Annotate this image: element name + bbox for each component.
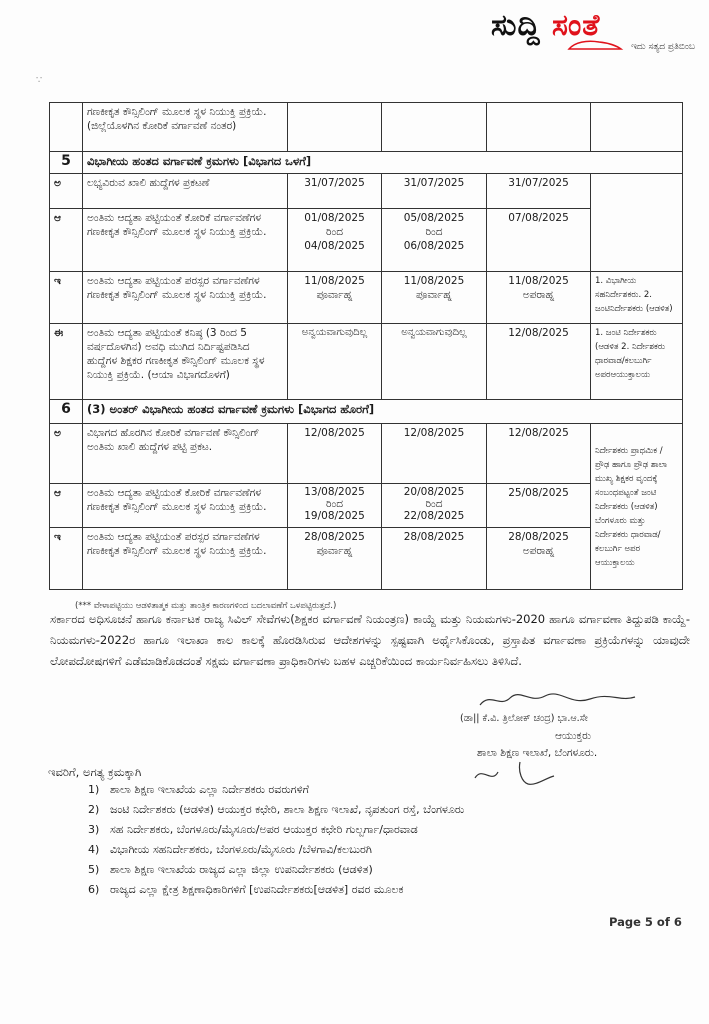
date-cell: 28/08/2025	[382, 528, 487, 590]
section-header	[50, 400, 683, 424]
table-row	[50, 174, 683, 209]
date-to: 22/08/2025	[403, 510, 465, 522]
date-sep: ರಿಂದ	[326, 226, 343, 238]
row-number	[50, 103, 83, 152]
date-cell	[288, 528, 382, 590]
list-item-text: ಶಾಲಾ ಶಿಕ್ಷಣ ಇಲಾಖೆಯ ಎಲ್ಲಾ ನಿರ್ದೇಶಕರು ರವರುಗಳಿಗೆ	[110, 783, 309, 796]
row-text	[83, 103, 288, 152]
section-title: ವಿಭಾಗೀಯ ಹಂತದ ವರ್ಗಾವಣೆ ಕ್ರಮಗಳು [ವಿಭಾಗದ ಒಳಗೆ]	[83, 152, 683, 174]
table-row	[50, 103, 683, 152]
date-value: 28/08/2025	[508, 531, 569, 543]
date-range-cell	[288, 209, 382, 272]
logo-part2: ಸಂತೆ	[552, 8, 601, 43]
date-session: ಅಪರಾಹ್ನ	[522, 545, 555, 557]
date-cell: 25/08/2025	[487, 484, 591, 528]
date-to: 19/08/2025	[304, 510, 365, 522]
date-range-cell	[382, 484, 487, 528]
agency-cell: 1. ಜಂಟಿ ನಿರ್ದೇಶಕರು (ಆಡಳಿತ 2. ನಿರ್ದೇಶಕರು ಧಾರವಾಡ/ಕಲಬುರ್ಗಿ ಅಪರಆಯುಕ್ತಾಲಯ	[591, 324, 683, 400]
row-text: ಅಂತಿಮ ಆದ್ಯತಾ ಪಟ್ಟಿಯಂತೆ ಕೋರಿಕೆ ವರ್ಗಾವಣೆಗಳ ಗಣಕೀಕೃತ ಕೌನ್ಸಿಲಿಂಗ್ ಮೂಲಕ ಸ್ಥಳ ನಿಯುಕ್ತಿ ಪ್ರಕ್ರಿಯೆ.	[83, 484, 288, 528]
agency-cell: 1. ವಿಭಾಗೀಯ ಸಹನಿರ್ದೇಶಕರು. 2. ಜಂಟಿನಿರ್ದೇಶಕರು (ಆಡಳಿತ)	[591, 272, 683, 324]
date-to: 06/08/2025	[403, 240, 465, 252]
cont-text: ಗಣಕೀಕೃತ ಕೌನ್ಸಿಲಿಂಗ್ ಮೂಲಕ ಸ್ಥಳ ನಿಯುಕ್ತಿ ಪ್ರಕ್ರಿಯೆ.	[87, 106, 267, 118]
logo-tagline: ಇದು ಸತ್ಯದ ಪ್ರತಿಬಿಂಬ	[631, 42, 695, 52]
table-row	[50, 484, 683, 528]
body-paragraph: ಸರ್ಕಾರದ ಅಧಿಸೂಚನೆ ಹಾಗೂ ಕರ್ನಾಟಕ ರಾಜ್ಯ ಸಿವಿಲ್ ಸೇವೆಗಳು(ಶಿಕ್ಷಕರ ವರ್ಗಾವಣೆ ನಿಯಂತ್ರಣ) ಕಾಯ್ದೆ ಮತ್ತು ನಿಯಮಗಳು-2020 ಹಾಗೂ ವರ್ಗಾವಣಾ ತಿದ್ದುಪಡಿ ಕಾಯ್ದೆ-ನಿಯಮಗಳು-2022ರ ಹಾಗೂ ಇಲಾಖಾ ಕಾಲ ಕಾಲಕ್ಕೆ ಹೊರಡಿಸಿರುವ ಆದೇಶಗಳನ್ನು ಸ್ಪಷ್ಟವಾಗಿ ಅರ್ಥೈಸಿಕೊಂಡು, ಪ್ರಸ್ತಾಪಿತ ವರ್ಗಾವಣಾ ಪ್ರಕ್ರಿಯೆಗಳನ್ನು ಯಾವುದೇ ಲೋಪದೋಷಗಳಿಗೆ ಎಡೆಮಾಡಿಕೊಡದಂತೆ ಸಕ್ಷಮ ವರ್ಗಾವಣಾ ಪ್ರಾಧಿಕಾರಿಗಳು ಬಹಳ ಎಚ್ಚರಿಕೆಯಿಂದ ಕಾರ್ಯನಿರ್ವಹಿಸಲು ತಿಳಿಸಿದೆ.	[50, 612, 690, 668]
date-cell	[487, 528, 591, 590]
date-cell: 07/08/2025	[487, 209, 591, 272]
car-icon	[565, 38, 625, 52]
table-row	[50, 528, 683, 590]
date-cell: 31/07/2025	[288, 174, 382, 209]
date-cell: 12/08/2025	[487, 424, 591, 484]
section-number: 5	[50, 152, 83, 174]
date-value: 11/08/2025	[304, 275, 365, 287]
date-cell: 31/07/2025	[487, 174, 591, 209]
date-cell	[487, 103, 591, 152]
list-item-text: ಸಹ ನಿರ್ದೇಶಕರು, ಬೆಂಗಳೂರು/ಮೈಸೂರು/ಅಪರ ಆಯುಕ್ತರ ಕಛೇರಿ ಗುಲ್ಬರ್ಗಾ/ಧಾರವಾಡ	[110, 823, 418, 836]
section-title: (3) ಅಂತರ್ ವಿಭಾಗೀಯ ಹಂತದ ವರ್ಗಾವಣೆ ಕ್ರಮಗಳು [ವಿಭಾಗದ ಹೊರಗೆ]	[83, 400, 683, 424]
list-item	[88, 780, 688, 800]
date-from: 13/08/2025	[304, 486, 365, 498]
list-item	[88, 880, 688, 900]
list-item-number: 5)	[88, 863, 100, 876]
signatory-title: ಆಯುಕ್ತರು	[555, 730, 592, 742]
date-cell	[288, 103, 382, 152]
row-number: ಅ	[50, 174, 83, 209]
row-text: ಅಂತಿಮ ಆದ್ಯತಾ ಪಟ್ಟಿಯಂತೆ ಪರಸ್ಪರ ವರ್ಗಾವಣೆಗಳ ಗಣಕೀಕೃತ ಕೌನ್ಸಿಲಿಂಗ್ ಮೂಲಕ ಸ್ಥಳ ನಿಯುಕ್ತಿ ಪ್ರಕ್ರಿಯೆ.	[83, 528, 288, 590]
date-cell	[382, 272, 487, 324]
date-cell: 31/07/2025	[382, 174, 487, 209]
list-item-number: 6)	[88, 883, 100, 896]
date-cell: 12/08/2025	[487, 324, 591, 400]
date-cell	[382, 103, 487, 152]
signature-scribble	[470, 690, 640, 710]
cc-list	[88, 780, 688, 900]
list-item	[88, 860, 688, 880]
list-item	[88, 840, 688, 860]
date-from: 05/08/2025	[403, 212, 465, 224]
list-item-number: 3)	[88, 823, 100, 836]
date-cell	[288, 272, 382, 324]
date-value: 11/08/2025	[403, 275, 465, 287]
agency-cell	[591, 174, 683, 272]
row-text: ಅಂತಿಮ ಆದ್ಯತಾ ಪಟ್ಟಿಯಂತೆ ಪರಸ್ಪರ ವರ್ಗಾವಣೆಗಳ ಗಣಕೀಕೃತ ಕೌನ್ಸಿಲಿಂಗ್ ಮೂಲಕ ಸ್ಥಳ ನಿಯುಕ್ತಿ ಪ್ರಕ್ರಿಯೆ.	[83, 272, 288, 324]
list-item	[88, 820, 688, 840]
date-sep: ರಿಂದ	[425, 226, 443, 238]
date-session: ಪೂರ್ವಾಹ್ನ	[416, 289, 452, 301]
row-number: ಇ	[50, 528, 83, 590]
agency-cell	[591, 103, 683, 152]
row-number: ಇ	[50, 272, 83, 324]
section-number: 6	[50, 400, 83, 424]
date-session: ಪೂರ್ವಾಹ್ನ	[316, 289, 353, 301]
date-cell	[487, 272, 591, 324]
signatory-name: (ಡಾ|| ಕೆ.ವಿ. ತ್ರಿಲೋಕ್ ಚಂದ್ರ) ಭಾ.ಆ.ಸೇ	[460, 713, 588, 724]
date-to: 04/08/2025	[304, 240, 365, 252]
row-text: ಅಂತಿಮ ಆದ್ಯತಾ ಪಟ್ಟಿಯಂತೆ ಕೋರಿಕೆ ವರ್ಗಾವಣೆಗಳ ಗಣಕೀಕೃತ ಕೌನ್ಸಿಲಿಂಗ್ ಮೂಲಕ ಸ್ಥಳ ನಿಯುಕ್ತಿ ಪ್ರಕ್ರಿಯೆ.	[83, 209, 288, 272]
table-row	[50, 324, 683, 400]
date-cell: ಅನ್ವಯವಾಗುವುದಿಲ್ಲ	[382, 324, 487, 400]
brand-logo	[491, 8, 701, 52]
date-sep: ರಿಂದ	[326, 498, 343, 510]
section-header	[50, 152, 683, 174]
page-number: Page 5 of 6	[609, 915, 682, 929]
cont-subtext: (ಜಿಲ್ಲೆಯೊಳಗಿನ ಕೋರಿಕೆ ವರ್ಗಾವಣೆ ನಂತರ)	[87, 120, 237, 132]
schedule-table	[49, 102, 683, 590]
table-row	[50, 209, 683, 272]
table-row	[50, 272, 683, 324]
list-item	[88, 800, 688, 820]
row-text: ಲಭ್ಯವಿರುವ ಖಾಲಿ ಹುದ್ದೆಗಳ ಪ್ರಕಟಣೆ	[83, 174, 288, 209]
date-range-cell	[288, 484, 382, 528]
list-item-number: 2)	[88, 803, 100, 816]
cc-intro: ಇವರಿಗೆ, ಅಗತ್ಯ ಕ್ರಮಕ್ಕಾಗಿ	[48, 765, 142, 779]
date-session: ಪೂರ್ವಾಹ್ನ	[316, 545, 353, 557]
list-item-text: ವಿಭಾಗೀಯ ಸಹನಿರ್ದೇಶಕರು, ಬೆಂಗಳೂರು/ಮೈಸೂರು /ಬೆಳಗಾವಿ/ಕಲಬುರಗಿ	[110, 843, 372, 856]
row-text: ಅಂತಿಮ ಆದ್ಯತಾ ಪಟ್ಟಿಯಂತೆ ಕನಿಷ್ಠ (3 ರಿಂದ 5 ವರ್ಷದೊಳಗಿನ) ಅವಧಿ ಮುಗಿದ ನಿರ್ದಿಷ್ಟಪಡಿಸಿದ ಹುದ್ದೆಗಳ ಶಿಕ್ಷಕರ ಗಣಕೀಕೃತ ಕೌನ್ಸಿಲಿಂಗ್ ಮೂಲಕ ಸ್ಥಳ ನಿಯುಕ್ತಿ ಪ್ರಕ್ರಿಯೆ. (ಆಯಾ ವಿಭಾಗದೊಳಗೆ)	[83, 324, 288, 400]
date-session: ಅಪರಾಹ್ನ	[522, 289, 555, 301]
date-range-cell	[382, 209, 487, 272]
date-from: 20/08/2025	[403, 486, 465, 498]
date-cell: 12/08/2025	[382, 424, 487, 484]
date-value: 28/08/2025	[304, 531, 365, 543]
date-from: 01/08/2025	[304, 212, 365, 224]
row-number: ಈ	[50, 324, 83, 400]
list-item-text: ಜಂಟಿ ನಿರ್ದೇಶಕರು (ಆಡಳಿತ) ಆಯುಕ್ತರ ಕಛೇರಿ, ಶಾಲಾ ಶಿಕ್ಷಣ ಇಲಾಖೆ, ನೃಪತುಂಗ ರಸ್ತೆ, ಬೆಂಗಳೂರು	[110, 803, 465, 816]
date-sep: ರಿಂದ	[425, 498, 443, 510]
list-item-text: ಶಾಲಾ ಶಿಕ್ಷಣ ಇಲಾಖೆಯ ರಾಜ್ಯದ ಎಲ್ಲಾ ಜಿಲ್ಲಾ ಉಪನಿರ್ದೇಶಕರು (ಆಡಳಿತ)	[110, 863, 373, 876]
row-number: ಆ	[50, 209, 83, 272]
list-item-text: ರಾಜ್ಯದ ಎಲ್ಲಾ ಕ್ಷೇತ್ರ ಶಿಕ್ಷಣಾಧಿಕಾರಿಗಳಿಗೆ [ಉಪನಿರ್ದೇಶಕರು[ಆಡಳಿತ] ರವರ ಮೂಲಕ	[110, 883, 404, 896]
date-value: 11/08/2025	[508, 275, 569, 287]
list-item-number: 4)	[88, 843, 100, 856]
table-row	[50, 424, 683, 484]
signatory-office: ಶಾಲಾ ಶಿಕ್ಷಣ ಇಲಾಖೆ, ಬೆಂಗಳೂರು.	[477, 747, 598, 759]
row-number: ಅ	[50, 424, 83, 484]
logo-part1: ಸುದ್ದಿ	[491, 8, 541, 43]
date-cell: 12/08/2025	[288, 424, 382, 484]
row-text: ವಿಭಾಗದ ಹೊರಗಿನ ಕೋರಿಕೆ ವರ್ಗಾವಣೆ ಕೌನ್ಸಿಲಿಂಗ್ ಅಂತಿಮ ಖಾಲಿ ಹುದ್ದೆಗಳ ಪಟ್ಟಿ ಪ್ರಕಟ.	[83, 424, 288, 484]
schedule-note: (*** ವೇಳಾಪಟ್ಟಿಯು ಆಡಳಿತಾತ್ಮಕ ಮತ್ತು ತಾಂತ್ರಿಕ ಕಾರಣಗಳಿಂದ ಬದಲಾವಣೆಗೆ ಒಳಪಟ್ಟಿರುತ್ತದೆ.)	[75, 601, 337, 611]
list-item-number: 1)	[88, 783, 100, 796]
date-cell: ಅನ್ವಯವಾಗುವುದಿಲ್ಲ	[288, 324, 382, 400]
row-number: ಆ	[50, 484, 83, 528]
corner-mark: ∵	[36, 75, 43, 86]
agency-cell: ನಿರ್ದೇಶಕರು ಪ್ರಾಥಮಿಕ / ಪ್ರೌಢ ಹಾಗೂ ಪ್ರೌಢ ಶಾಲಾ ಮುಖ್ಯ ಶಿಕ್ಷಕರ ವೃಂದಕ್ಕೆ ಸಂಬಂಧಪಟ್ಟಂತೆ ಜಂಟಿ ನಿರ್ದೇಶಕರು (ಆಡಳಿತ) ಬೆಂಗಳೂರು ಮತ್ತು ನಿರ್ದೇಶಕರು ಧಾರವಾಡ/ಕಲಬುರ್ಗಿ ಅಪರ ಆಯುಕ್ತಾಲಯ	[591, 424, 683, 590]
